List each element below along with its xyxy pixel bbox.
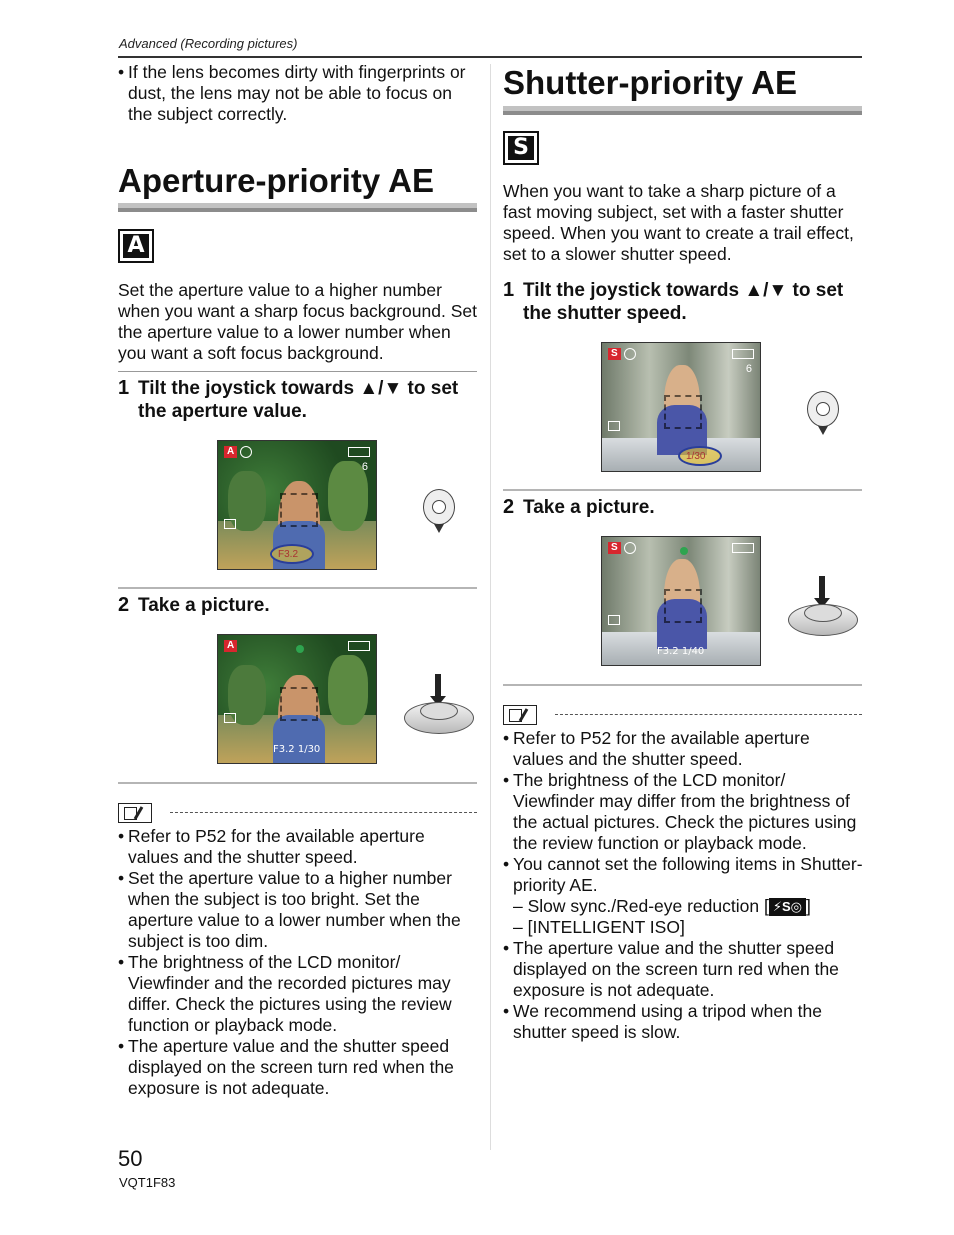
shutter-button-icon [404,690,472,734]
picture-count: 6 [745,363,752,375]
note-item: • The aperture value and the shutter speed displayed on the screen turn red when the exposure is not adequate. [503,938,865,1001]
exposure-readout: F3.2 1/40 [657,646,705,657]
left-column [118,62,480,125]
lcd-aperture-take [217,634,377,764]
shutter-value: 1/30 [686,451,706,462]
shutter-step1 [503,279,863,325]
shutter-step2 [503,496,655,519]
intro-bullet: • If the lens becomes dirty with fingerprints or dust, the lens may not be able to focus on the subject correctly. [118,62,480,125]
lcd-shutter-take [601,536,761,666]
note-item: • The aperture value and the shutter speed displayed on the screen turn red when the exposure is not adequate. [118,1036,480,1099]
shutter-title-rule [503,106,862,115]
note-text: You cannot set the following items in Shutter-priority AE. [513,854,863,895]
step-number: 2 [503,496,515,518]
flash-slow-sync-icon: ⚡S◎ [769,898,806,916]
model-code: VQT1F83 [119,1175,176,1190]
running-head: Advanced (Recording pictures) [119,36,298,51]
shutter-description: When you want to take a sharp picture of a fast moving subject, set with a faster shutter speed. When you want to create a trail effect, set to a slower shutter speed. [503,181,854,264]
aperture-step2 [118,594,270,617]
joystick-icon [807,391,839,427]
memo-dashes [170,812,477,813]
shutter-divider-2 [503,684,862,686]
shutter-divider-1 [503,489,862,491]
aperture-step1 [118,377,478,423]
shutter-notes [503,728,865,1043]
lcd-mode-badge: A [224,446,237,458]
step-number: 2 [118,594,130,616]
lcd-mode-badge: S [608,348,621,360]
aperture-description: Set the aperture value to a higher number when you want a sharp focus background. Set the aperture value to a lower number when you want a soft focus background. [118,280,477,363]
shutter-title: Shutter-priority AE [503,64,797,101]
note-item: • Set the aperture value to a higher number when the subject is too bright. Set the aperture value to a lower number when the subject is too dim. [118,868,480,952]
aperture-mode-icon: A [118,229,154,263]
note-sub-item: – [INTELLIGENT ISO] [513,917,685,937]
step-text: Take a picture. [523,497,655,518]
aperture-divider-3 [118,782,477,784]
step-number: 1 [503,279,515,301]
step-text: Take a picture. [138,595,270,616]
step-text: Tilt the joystick towards ▲/▼ to set the shutter speed. [523,280,844,324]
step-number: 1 [118,377,130,399]
flash-icon [624,542,636,554]
note-item [503,854,865,938]
note-item: • We recommend using a tripod when the shutter speed is slow. [503,1001,865,1043]
af-mode-icon [608,421,620,431]
battery-icon [732,543,754,553]
shutter-button-icon [788,592,856,636]
af-mode-icon [608,615,620,625]
af-mode-icon [224,713,236,723]
lcd-shutter-set [601,342,761,472]
lcd-mode-badge: A [224,640,237,652]
note-item: • The brightness of the LCD monitor/ Viewfinder and the recorded pictures may differ. Check the pictures using the review function or playback mode. [118,952,480,1036]
focus-indicator [680,547,688,555]
aperture-value: F3.2 [278,549,299,560]
column-separator [490,64,491,1150]
focus-indicator [296,645,304,653]
aperture-title: Aperture-priority AE [118,162,434,199]
aperture-divider-1 [118,371,477,372]
memo-icon [503,705,537,725]
memo-icon [118,803,152,823]
memo-dashes [555,714,862,715]
flash-icon [240,446,252,458]
picture-count: 6 [361,461,368,473]
intro-bullets [118,62,480,125]
aperture-title-rule [118,203,477,212]
flash-icon [624,348,636,360]
header-rule [118,56,862,58]
note-item: • Refer to P52 for the available aperture values and the shutter speed. [118,826,480,868]
af-mode-icon [224,519,236,529]
note-sub-item: – Slow sync./Red-eye reduction [ ⚡S◎ ] [513,896,811,916]
note-item: • The brightness of the LCD monitor/ Viewfinder may differ from the brightness of the actual pictures. Check the pictures using the review function or playback mode. [503,770,865,854]
shutter-mode-icon: S [503,131,539,165]
lcd-mode-badge: S [608,542,621,554]
aperture-divider-2 [118,587,477,589]
battery-icon [348,447,370,457]
aperture-notes [118,826,480,1099]
battery-icon [348,641,370,651]
lcd-aperture-set [217,440,377,570]
note-item: • Refer to P52 for the available aperture values and the shutter speed. [503,728,865,770]
battery-icon [732,349,754,359]
page-number: 50 [118,1146,143,1171]
step-text: Tilt the joystick towards ▲/▼ to set the aperture value. [138,378,459,422]
joystick-icon [423,489,455,525]
exposure-readout: F3.2 1/30 [273,744,321,755]
